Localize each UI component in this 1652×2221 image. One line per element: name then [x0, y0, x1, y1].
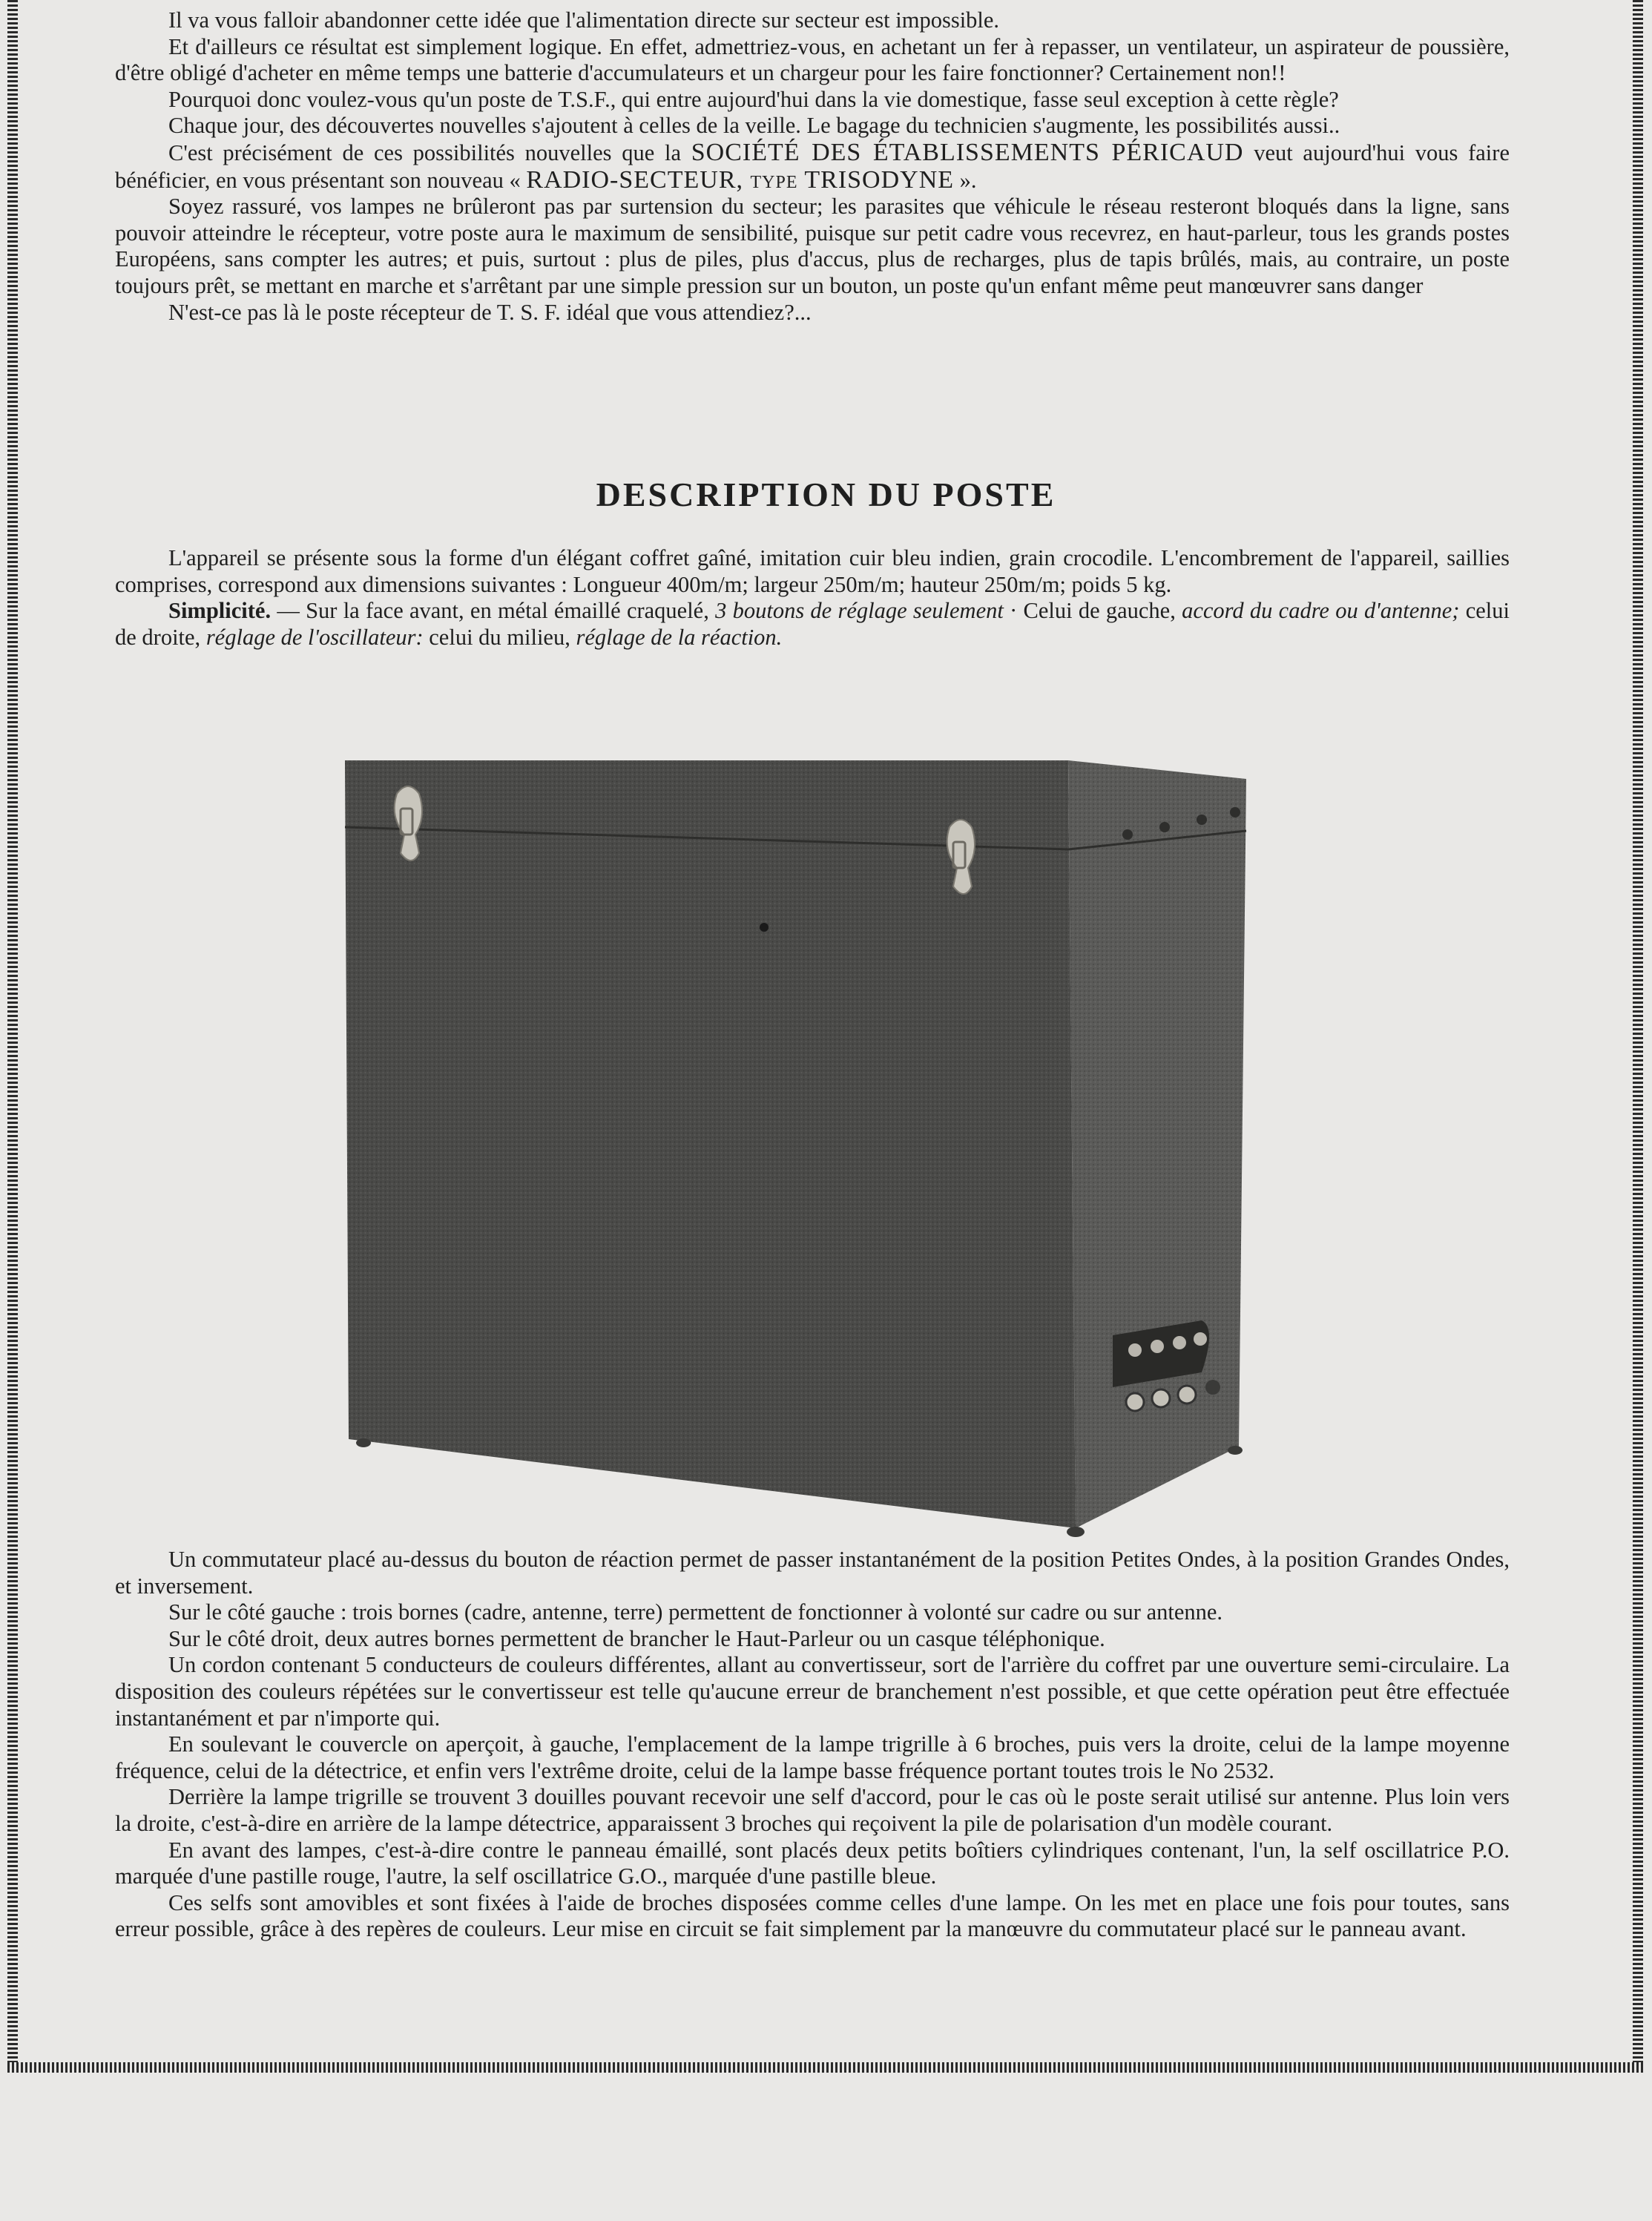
- cabinet-side: [1068, 760, 1246, 1528]
- intro-text: Il va vous falloir abandonner cette idée que l'alimentation directe sur secteur est impossible.: [168, 7, 1000, 33]
- intro-paragraph: [115, 87, 1510, 113]
- intro-text: Pourquoi donc voulez-vous qu'un poste de T.S.F., qui entre aujourd'hui dans la vie domestique, fasse seul exception à cette règle?: [168, 86, 1339, 112]
- bottom-paragraph: [115, 1547, 1510, 1599]
- bottom-paragraph: [115, 1626, 1510, 1653]
- intro-text: C'est précisément de ces possibilités nouvelles que la: [168, 139, 682, 165]
- simplicite-text: celui du milieu,: [423, 624, 576, 650]
- bottom-paragraph: [115, 1890, 1510, 1943]
- intro-text: Chaque jour, des découvertes nouvelles s'ajoutent à celles de la veille. Le bagage du technicien s'augmente, les possibilités aussi..: [168, 113, 1340, 139]
- intro-paragraph: [115, 139, 1510, 194]
- simplicite-italic: accord du cadre ou d'antenne;: [1182, 598, 1460, 624]
- left-border-decoration: [7, 0, 18, 2070]
- intro-text: veut aujourd'hui vous faire bénéficier, en vous présentant son nouveau «: [115, 139, 1510, 193]
- bottom-text: Un cordon contenant 5 conducteurs de couleurs différentes, allant au convertisseur, sort de l'arrière du coffret par une ouverture semi-circulaire. La disposition des couleurs répétées sur le convertisseur est telle qu'aucune erreur de branchement n'est possible, et que cette opération peut être effectuée instantanément et par n'importe qui.: [115, 1652, 1510, 1731]
- bottom-paragraph: [115, 1599, 1510, 1626]
- intro-paragraph: [115, 194, 1510, 299]
- simplicite-italic: réglage de l'oscillateur:: [205, 624, 424, 650]
- bottom-paragraph: [115, 1784, 1510, 1837]
- simplicite-label: Simplicité.: [168, 598, 272, 624]
- bottom-text: Sur le côté droit, deux autres bornes permettent de brancher le Haut-Parleur ou un casque téléphonique.: [168, 1625, 1105, 1651]
- company-name: SOCIÉTÉ DES ÉTABLISSEMENTS PÉRICAUD: [691, 138, 1244, 166]
- bottom-text: Ces selfs sont amovibles et sont fixées à l'aide de broches disposées comme celles d'une lampe. On les met en place une fois pour toutes, sans erreur possible, grâce à des repères de couleurs. Leur mise en circuit se fait simplement par la manœuvre du commutateur placé sur le panneau avant.: [115, 1889, 1510, 1942]
- description-paragraph: [115, 545, 1510, 598]
- simplicite-paragraph: [115, 598, 1510, 651]
- simplicite-text: · Celui de gauche,: [1003, 598, 1182, 624]
- right-border-decoration: [1633, 0, 1643, 2070]
- bottom-text: Sur le côté gauche : trois bornes (cadre, antenne, terre) permettent de fonctionner à volonté sur cadre ou sur antenne.: [168, 1599, 1223, 1625]
- bottom-text: En soulevant le couvercle on aperçoit, à gauche, l'emplacement de la lampe trigrille à 6 broches, puis vers la droite, celui de la lampe moyenne fréquence, celui de la détectrice, et enfin vers l'extrême droite, celui de la lampe basse fréquence portant toutes trois le No 2532.: [115, 1731, 1510, 1783]
- simplicite-text: — Sur la face avant, en métal émaillé craquelé,: [271, 598, 716, 624]
- bottom-paragraph: [115, 1731, 1510, 1784]
- intro-text: N'est-ce pas là le poste récepteur de T. S. F. idéal que vous attendiez?...: [168, 299, 812, 325]
- intro-paragraph: [115, 300, 1510, 326]
- section-heading: DESCRIPTION DU POSTE: [596, 476, 1056, 513]
- product-name: RADIO-SECTEUR, type TRISODYNE: [526, 165, 955, 194]
- description-section: [115, 545, 1510, 651]
- bottom-border-decoration: [7, 2062, 1643, 2073]
- intro-paragraph: [115, 113, 1510, 139]
- bottom-text: Derrière la lampe trigrille se trouvent 3 douilles pouvant recevoir une self d'accord, pour le cas où le poste serait utilisé sur antenne. Plus loin vers la droite, c'est-à-dire en arrière de la lampe détectrice, apparaissent 3 broches qui reçoivent la pile de polarisation d'un modèle courant.: [115, 1784, 1510, 1836]
- simplicite-italic: 3 boutons de réglage seulement: [715, 598, 1004, 624]
- bottom-section: [115, 1547, 1510, 1943]
- simplicite-italic: réglage de la réaction.: [576, 624, 783, 650]
- intro-paragraph: [115, 7, 1510, 34]
- intro-text: Soyez rassuré, vos lampes ne brûleront pas par surtension du secteur; les parasites que véhicule le réseau resteront bloqués dans la ligne, sans pouvoir atteindre le récepteur, votre poste aura le maximum de sensibilité, puisque sur petit cadre vous recevrez, en haut-parleur, tous les grands postes Européens, sans compter les autres; et puis, surtout : plus de piles, plus d'accus, plus de recharges, plus de tapis brûlés, mais, au contraire, un poste toujours prêt, se mettant en marche et s'arrêtant par une simple pression sur un bouton, un poste qu'un enfant même peut manœuvrer sans danger: [115, 194, 1510, 298]
- bottom-text: En avant des lampes, c'est-à-dire contre le panneau émaillé, sont placés deux petits boîtiers cylindriques contenant, l'un, la self oscillatrice P.O. marquée d'une pastille rouge, l'autre, la self oscillatrice G.O., marquée d'une pastille bleue.: [115, 1837, 1510, 1889]
- bottom-text: Un commutateur placé au-dessus du bouton de réaction permet de passer instantanément de la position Petites Ondes, à la position Grandes Ondes, et inversement.: [115, 1547, 1510, 1599]
- simplicite-text: celui de droite,: [115, 598, 1510, 650]
- intro-text: Et d'ailleurs ce résultat est simplement logique. En effet, admettriez-vous, en achetant un fer à repasser, un ventilateur, un aspirateur de poussière, d'être obligé d'acheter en même temps une batterie d'accumulateurs et un chargeur pour les faire fonctionner? Certainement non!!: [115, 33, 1510, 86]
- keyhole: [760, 923, 769, 932]
- intro-paragraph: [115, 34, 1510, 87]
- radio-cabinet-photo: [326, 749, 1306, 1543]
- bottom-paragraph: [115, 1837, 1510, 1890]
- bottom-paragraph: [115, 1652, 1510, 1731]
- intro-section: [115, 7, 1510, 326]
- intro-text: ».: [959, 167, 977, 193]
- description-text: L'appareil se présente sous la forme d'un élégant coffret gaîné, imitation cuir bleu indien, grain crocodile. L'encombrement de l'appareil, saillies comprises, correspond aux dimensions suivantes : Longueur 400m/m; largeur 250m/m; hauteur 250m/m; poids 5 kg.: [115, 545, 1510, 597]
